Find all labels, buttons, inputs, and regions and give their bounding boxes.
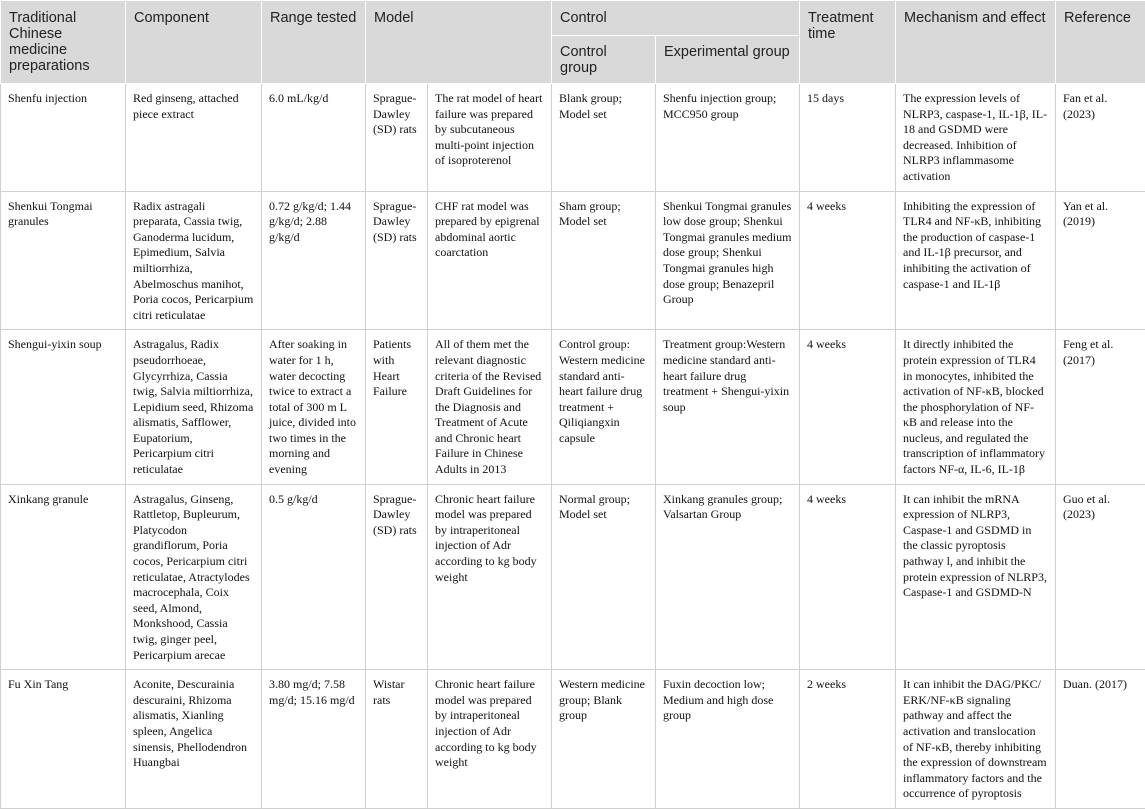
cell-model-subject: Patients with Heart Failure <box>366 330 428 484</box>
cell-range: 0.5 g/kg/d <box>262 484 366 670</box>
table-row <box>1 670 1145 809</box>
cell-treatment-time: 4 weeks <box>800 191 896 330</box>
cell-experimental-group: Treatment group:Western medicine standard anti-heart failure drug treatment + Shengui-yixin soup <box>656 330 800 484</box>
cell-range: 3.80 mg/d; 7.58 mg/d; 15.16 mg/d <box>262 670 366 809</box>
cell-reference: Fan et al. (2023) <box>1056 84 1145 192</box>
cell-experimental-group: Shenfu injection group; MCC950 group <box>656 84 800 192</box>
header-treatment-time: Treatment time <box>800 1 896 84</box>
table-body <box>1 84 1145 809</box>
cell-experimental-group: Fuxin decoction low; Medium and high dose group <box>656 670 800 809</box>
header-reference: Reference <box>1056 1 1145 84</box>
table-row <box>1 330 1145 484</box>
cell-control-group: Sham group; Model set <box>552 191 656 330</box>
cell-model-detail: The rat model of heart failure was prepared by subcutaneous multi-point injection of isoproterenol <box>428 84 552 192</box>
cell-component: Astragalus, Radix pseudorrhoeae, Glycyrrhiza, Cassia twig, Salvia miltiorrhiza, Lepidium seed, Rhizoma alismatis, Safflower, Eupatorium, Pericarpium citri reticulatae <box>126 330 262 484</box>
cell-control-group: Western medicine group; Blank group <box>552 670 656 809</box>
header-experimental-group: Experimental group <box>656 36 800 84</box>
table-row <box>1 484 1145 670</box>
table-header <box>1 1 1145 84</box>
cell-model-detail: Chronic heart failure model was prepared by intraperitoneal injection of Adr according to kg body weight <box>428 670 552 809</box>
cell-preparation: Xinkang granule <box>1 484 126 670</box>
cell-model-subject: Sprague-Dawley (SD) rats <box>366 191 428 330</box>
header-model: Model <box>366 1 552 84</box>
cell-treatment-time: 4 weeks <box>800 484 896 670</box>
table-row <box>1 84 1145 192</box>
cell-experimental-group: Xinkang granules group; Valsartan Group <box>656 484 800 670</box>
cell-reference: Feng et al. (2017) <box>1056 330 1145 484</box>
cell-model-subject: Sprague-Dawley (SD) rats <box>366 84 428 192</box>
cell-model-subject: Wistar rats <box>366 670 428 809</box>
cell-treatment-time: 15 days <box>800 84 896 192</box>
cell-mechanism: The expression levels of NLRP3, caspase-1, IL-1β, IL-18 and GSDMD were decreased. Inhibition of NLRP3 inflammasome activation <box>896 84 1056 192</box>
cell-component: Astragalus, Ginseng, Rattletop, Bupleurum, Platycodon grandiflorum, Poria cocos, Pericarpium citri reticulatae, Atractylodes macrocephala, Coix seed, Almond, Monkshood, Cassia twig, ginger peel, Pericarpium arecae <box>126 484 262 670</box>
header-control: Control <box>552 1 800 36</box>
cell-range: 0.72 g/kg/d; 1.44 g/kg/d; 2.88 g/kg/d <box>262 191 366 330</box>
cell-model-detail: All of them met the relevant diagnostic criteria of the Revised Draft Guidelines for the Diagnosis and Treatment of Acute and Chronic heart Failure in Chinese Adults in 2013 <box>428 330 552 484</box>
cell-control-group: Normal group; Model set <box>552 484 656 670</box>
cell-reference: Guo et al. (2023) <box>1056 484 1145 670</box>
cell-mechanism: It can inhibit the mRNA expression of NLRP3, Caspase-1 and GSDMD in the classic pyroptosis pathway l, and inhibit the protein expression of NLRP3, Caspase-1 and GSDMD-N <box>896 484 1056 670</box>
cell-preparation: Shenfu injection <box>1 84 126 192</box>
cell-mechanism: It directly inhibited the protein expression of TLR4 in monocytes, inhibited the activation of NF-κB, blocked the phosphorylation of NF-κB and release into the nucleus, and regulated the transcription of inflammatory factors NF-α, IL-6, IL-1β <box>896 330 1056 484</box>
header-control-group: Control group <box>552 36 656 84</box>
cell-model-detail: Chronic heart failure model was prepared by intraperitoneal injection of Adr according to kg body weight <box>428 484 552 670</box>
cell-component: Aconite, Descurainia descuraini, Rhizoma alismatis, Xianling spleen, Angelica sinensis, Phellodendron Huangbai <box>126 670 262 809</box>
cell-control-group: Blank group; Model set <box>552 84 656 192</box>
cell-reference: Yan et al. (2019) <box>1056 191 1145 330</box>
cell-range: After soaking in water for 1 h, water decocting twice to extract a total of 300 m L juice, divided into two times in the morning and evening <box>262 330 366 484</box>
cell-treatment-time: 2 weeks <box>800 670 896 809</box>
cell-mechanism: Inhibiting the expression of TLR4 and NF-κB, inhibiting the production of caspase-1 and IL-1β precursor, and inhibiting the activation of caspase-1 and IL-1β <box>896 191 1056 330</box>
cell-model-subject: Sprague-Dawley (SD) rats <box>366 484 428 670</box>
cell-experimental-group: Shenkui Tongmai granules low dose group; Shenkui Tongmai granules medium dose group; Shenkui Tongmai granules high dose group; Benazepril Group <box>656 191 800 330</box>
header-mechanism: Mechanism and effect <box>896 1 1056 84</box>
cell-reference: Duan. (2017) <box>1056 670 1145 809</box>
cell-preparation: Shenkui Tongmai granules <box>1 191 126 330</box>
cell-model-detail: CHF rat model was prepared by epigrenal abdominal aortic coarctation <box>428 191 552 330</box>
cell-range: 6.0 mL/kg/d <box>262 84 366 192</box>
header-component: Component <box>126 1 262 84</box>
header-range: Range tested <box>262 1 366 84</box>
table-row <box>1 191 1145 330</box>
cell-control-group: Control group: Western medicine standard anti-heart failure drug treatment + Qiliqiangxin capsule <box>552 330 656 484</box>
cell-component: Red ginseng, attached piece extract <box>126 84 262 192</box>
cell-preparation: Shengui-yixin soup <box>1 330 126 484</box>
cell-treatment-time: 4 weeks <box>800 330 896 484</box>
header-preparation: Traditional Chinese medicine preparations <box>1 1 126 84</box>
cell-mechanism: It can inhibit the DAG/PKC/ ERK/NF-κB signaling pathway and affect the activation and translocation of NF-κB, thereby inhibiting the expression of downstream inflammatory factors and the occurrence of pyroptosis <box>896 670 1056 809</box>
cell-preparation: Fu Xin Tang <box>1 670 126 809</box>
cell-component: Radix astragali preparata, Cassia twig, Ganoderma lucidum, Epimedium, Salvia miltiorrhiza, Abelmoschus manihot, Poria cocos, Pericarpium citri reticulatae <box>126 191 262 330</box>
